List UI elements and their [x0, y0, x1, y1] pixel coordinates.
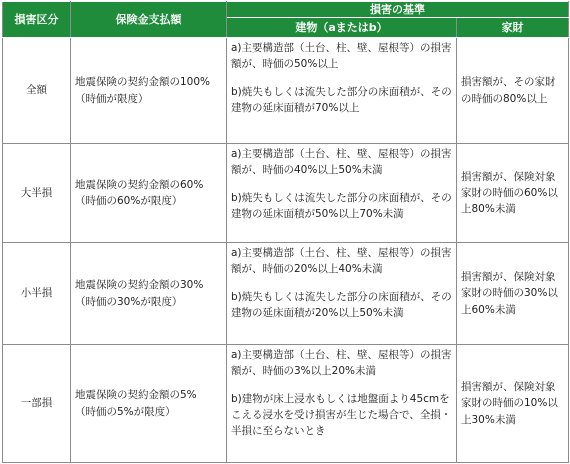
building-criteria-cell: [227, 345, 457, 463]
category-cell: 一部損: [3, 345, 71, 463]
building-criteria-cell: [227, 144, 457, 243]
building-criterion-b: b)建物が床上浸水もしくは地盤面より45cmをこえる浸水を受け損害が生じた場合で、全損・半損に至らないとき: [231, 392, 452, 438]
payment-amount: 地震保険の契約金額の5%: [75, 389, 197, 402]
payment-cell: [71, 38, 227, 144]
building-criterion-b: b)焼失もしくは流失した部分の床面積が、その建物の延床面積が50%以上70%未満: [231, 191, 452, 220]
building-criterion-b: b)焼失もしくは流失した部分の床面積が、その建物の延床面積が20%以上50%未満: [231, 290, 452, 319]
header-building: 建物（aまたはb）: [227, 18, 457, 38]
table-row: [3, 38, 569, 144]
building-criteria-cell: [227, 243, 457, 345]
household-criteria-cell: 損害額が、その家財の時価の80%以上: [457, 38, 569, 144]
building-criteria-cell: [227, 38, 457, 144]
header-criteria: 損害の基準: [227, 2, 569, 18]
building-criterion-b: b)焼失もしくは流失した部分の床面積が、その建物の延床面積が70%以上: [231, 85, 452, 114]
payment-amount: 地震保険の契約金額の60%: [75, 178, 204, 191]
payment-cell: [71, 243, 227, 345]
payment-amount: 地震保険の契約金額の30%: [75, 279, 204, 292]
payment-limit: （時価の30%が限度）: [75, 295, 183, 308]
household-criteria-cell: 損害額が、保険対象家財の時価の60%以上80%未満: [457, 144, 569, 243]
category-cell: 小半損: [3, 243, 71, 345]
earthquake-insurance-table: [2, 1, 569, 463]
category-cell: 全額: [3, 38, 71, 144]
payment-amount: 地震保険の契約金額の100%: [75, 76, 211, 89]
payment-limit: （時価の60%が限度）: [75, 195, 183, 207]
payment-limit: （時価が限度）: [75, 92, 149, 105]
header-category: 損害区分: [3, 2, 71, 38]
household-criteria-cell: 損害額が、保険対象家財の時価の10%以上30%未満: [457, 345, 569, 463]
building-criterion-a: a)主要構造部（土台、柱、壁、屋根等）の損害額が、時価の20%以上40%未満: [231, 247, 452, 276]
household-criteria-cell: 損害額が、保険対象家財の時価の30%以上60%未満: [457, 243, 569, 345]
header-payment: 保険金支払額: [71, 2, 227, 38]
table-row: [3, 345, 569, 463]
building-criterion-a: a)主要構造部（土台、柱、壁、屋根等）の損害額が、時価の50%以上: [231, 42, 452, 71]
payment-limit: （時価の5%が限度）: [75, 405, 176, 418]
header-household: 家財: [457, 18, 569, 38]
category-cell: 大半損: [3, 144, 71, 243]
payment-cell: [71, 345, 227, 463]
payment-cell: [71, 144, 227, 243]
building-criterion-a: a)主要構造部（土台、柱、壁、屋根等）の損害額が、時価の40%以上50%未満: [231, 148, 452, 177]
table-row: [3, 243, 569, 345]
table-row: [3, 144, 569, 243]
building-criterion-a: a)主要構造部（土台、柱、壁、屋根等）の損害額が、時価の3%以上20%未満: [231, 349, 452, 378]
